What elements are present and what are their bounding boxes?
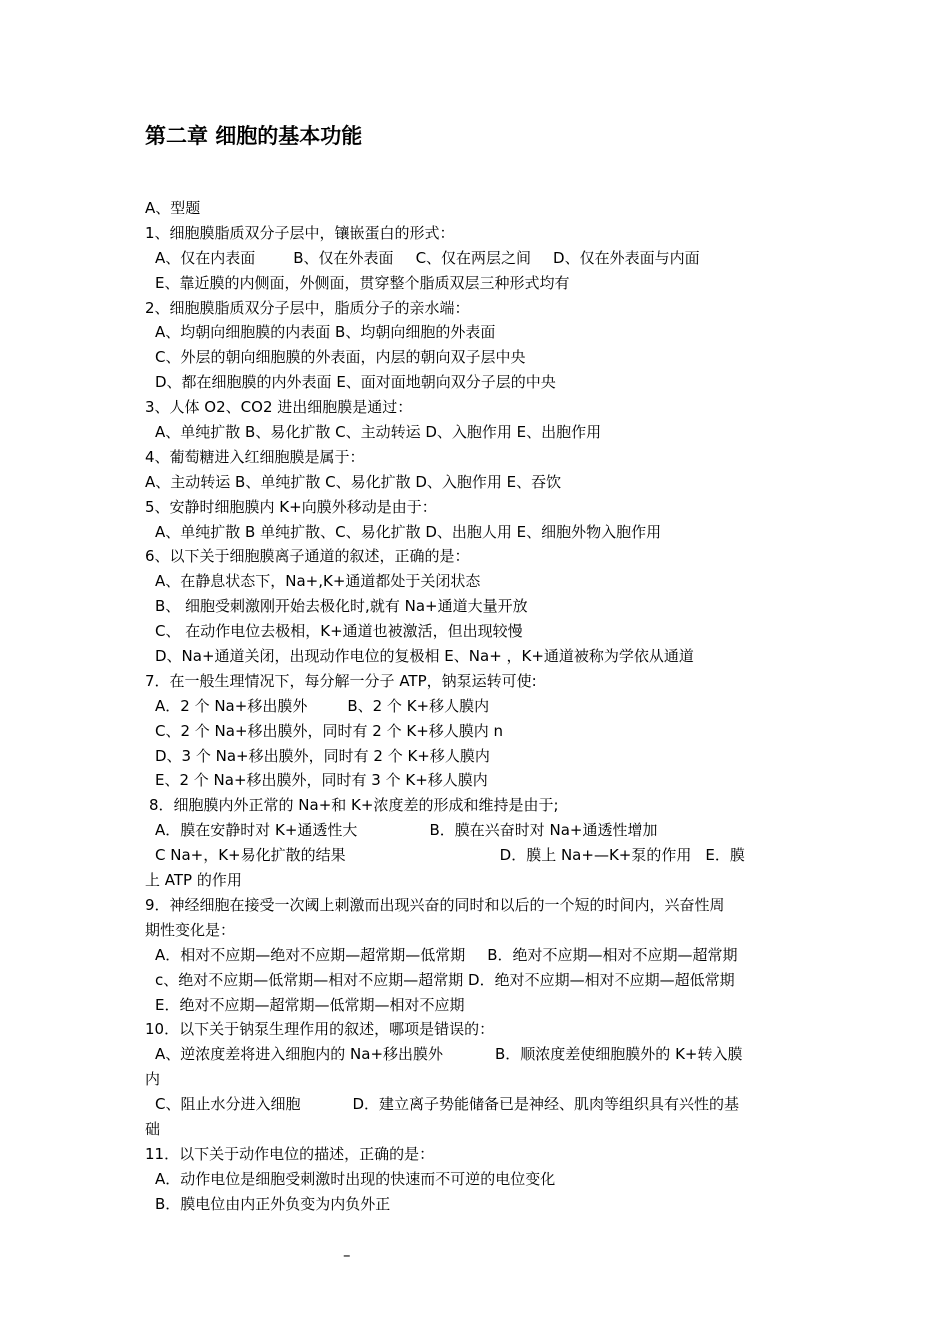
question-6-options-de: D、Na+通道关闭，出现动作电位的复极相 E、Na+ ，K+通道被称为学依从通道 xyxy=(155,647,694,666)
question-10: 10．以下关于钠泵生理作用的叙述，哪项是错误的： xyxy=(145,1020,495,1039)
option-text: B．顺浓度差使细胞膜外的 K+转入膜 xyxy=(495,1045,743,1064)
option-text: C Na+，K+易化扩散的结果 xyxy=(155,846,346,865)
question-6-option-a: A、在静息状态下，Na+,K+通道都处于关闭状态 xyxy=(155,572,481,591)
option-text: B、2 个 K+移人膜内 xyxy=(347,696,490,715)
question-7-option-d: D、3 个 Na+移出膜外，同时有 2 个 K+移人膜内 xyxy=(155,746,490,765)
page-title: 第二章 细胞的基本功能 xyxy=(145,124,363,148)
question-4: 4、葡萄糖进入红细胞膜是属于： xyxy=(145,447,365,466)
option-text: A．相对不应期—绝对不应期—超常期—低常期 xyxy=(155,945,466,964)
question-9-options-cd: c、绝对不应期—低常期—相对不应期—超常期 D．绝对不应期—相对不应期—超低常期 xyxy=(155,970,735,989)
option-text: D、仅在外表面与内面 xyxy=(553,248,700,267)
question-11-option-a: A．动作电位是细胞受刺激时出现的快速而不可逆的电位变化 xyxy=(155,1169,556,1188)
question-10-options-ab xyxy=(145,1042,810,1067)
option-text: A．2 个 Na+移出膜外 xyxy=(155,696,308,715)
question-9: 9．神经细胞在接受一次阈上刺激而出现兴奋的同时和以后的一个短的时间内，兴奋性周 xyxy=(145,895,725,914)
question-2-options-ab: A、均朝向细胞膜的内表面 B、均朝向细胞的外表面 xyxy=(155,323,496,342)
question-8-options-cde xyxy=(145,843,810,868)
question-6-option-b: B、 细胞受刺激刚开始去极化时,就有 Na+通道大量开放 xyxy=(155,597,528,616)
question-7-option-e: E、2 个 Na+移出膜外，同时有 3 个 K+移人膜内 xyxy=(155,771,488,790)
question-5-options: A、单纯扩散 B 单纯扩散、C、易化扩散 D、出胞人用 E、细胞外物入胞作用 xyxy=(155,522,662,541)
question-10-option-d-continued: 础 xyxy=(145,1119,161,1138)
option-text: C、仅在两层之间 xyxy=(415,248,532,267)
option-text: A、仅在内表面 xyxy=(155,248,256,267)
option-text: B．绝对不应期—相对不应期—超常期 xyxy=(487,945,738,964)
question-5: 5、安静时细胞膜内 K+向膜外移动是由于： xyxy=(145,497,437,516)
question-9-option-e: E．绝对不应期—超常期—低常期—相对不应期 xyxy=(155,995,465,1014)
question-8: 8．细胞膜内外正常的 Na+和 K+浓度差的形成和维持是由于; xyxy=(149,796,559,815)
question-1: 1、细胞膜脂质双分子层中，镶嵌蛋白的形式： xyxy=(145,223,455,242)
question-9-continued: 期性变化是： xyxy=(145,920,236,939)
question-2-option-c: C、外层的朝向细胞膜的外表面，内层的朝向双子层中央 xyxy=(155,348,526,367)
question-6: 6、以下关于细胞膜离子通道的叙述，正确的是： xyxy=(145,547,470,566)
question-2: 2、细胞膜脂质双分子层中，脂质分子的亲水端： xyxy=(145,298,470,317)
question-7: 7．在一般生理情况下，每分解一分子 ATP，钠泵运转可使: xyxy=(145,671,537,690)
question-11-option-b: B．膜电位由内正外负变为内负外正 xyxy=(155,1194,391,1213)
section-heading: A、型题 xyxy=(145,199,201,217)
option-text: A．膜在安静时对 K+通透性大 xyxy=(155,821,358,840)
option-text: E．膜 xyxy=(705,846,745,865)
option-text: B、仅在外表面 xyxy=(293,248,394,267)
option-text: B．膜在兴奋时对 Na+通透性增加 xyxy=(429,821,658,840)
question-3: 3、人体 O2、CO2 进出细胞膜是通过： xyxy=(145,398,413,417)
question-10-option-b-continued: 内 xyxy=(145,1070,161,1089)
question-2-options-de: D、都在细胞膜的内外表面 E、面对面地朝向双分子层的中央 xyxy=(155,373,556,392)
option-text: C、阻止水分进入细胞 xyxy=(155,1095,301,1114)
question-10-options-cd xyxy=(145,1092,810,1117)
question-1-options-a-d xyxy=(145,246,810,271)
question-7-options-ab xyxy=(145,694,810,719)
question-3-options: A、单纯扩散 B、易化扩散 C、主动转运 D、入胞作用 E、出胞作用 xyxy=(155,423,602,442)
question-6-option-c: C、 在动作电位去极相，K+通道也被激活，但出现较慢 xyxy=(155,622,523,641)
question-1-option-e: E、靠近膜的内侧面，外侧面，贯穿整个脂质双层三种形式均有 xyxy=(155,273,570,292)
footer-dash: – xyxy=(343,1246,351,1264)
option-text: A、逆浓度差将进入细胞内的 Na+移出膜外 xyxy=(155,1045,444,1064)
question-8-options-ab xyxy=(145,818,810,843)
question-4-options: A、主动转运 B、单纯扩散 C、易化扩散 D、入胞作用 E、吞饮 xyxy=(145,472,562,491)
option-text: D．膜上 Na+—K+泵的作用 xyxy=(499,846,692,865)
question-7-option-c: C、2 个 Na+移出膜外，同时有 2 个 K+移人膜内 n xyxy=(155,721,504,740)
question-9-options-ab xyxy=(145,943,810,968)
question-11: 11．以下关于动作电位的描述，正确的是： xyxy=(145,1144,435,1163)
option-text: D．建立离子势能储备已是神经、肌肉等组织具有兴性的基 xyxy=(352,1095,740,1114)
question-8-option-e-continued: 上 ATP 的作用 xyxy=(145,871,242,890)
question-list xyxy=(145,196,810,1217)
